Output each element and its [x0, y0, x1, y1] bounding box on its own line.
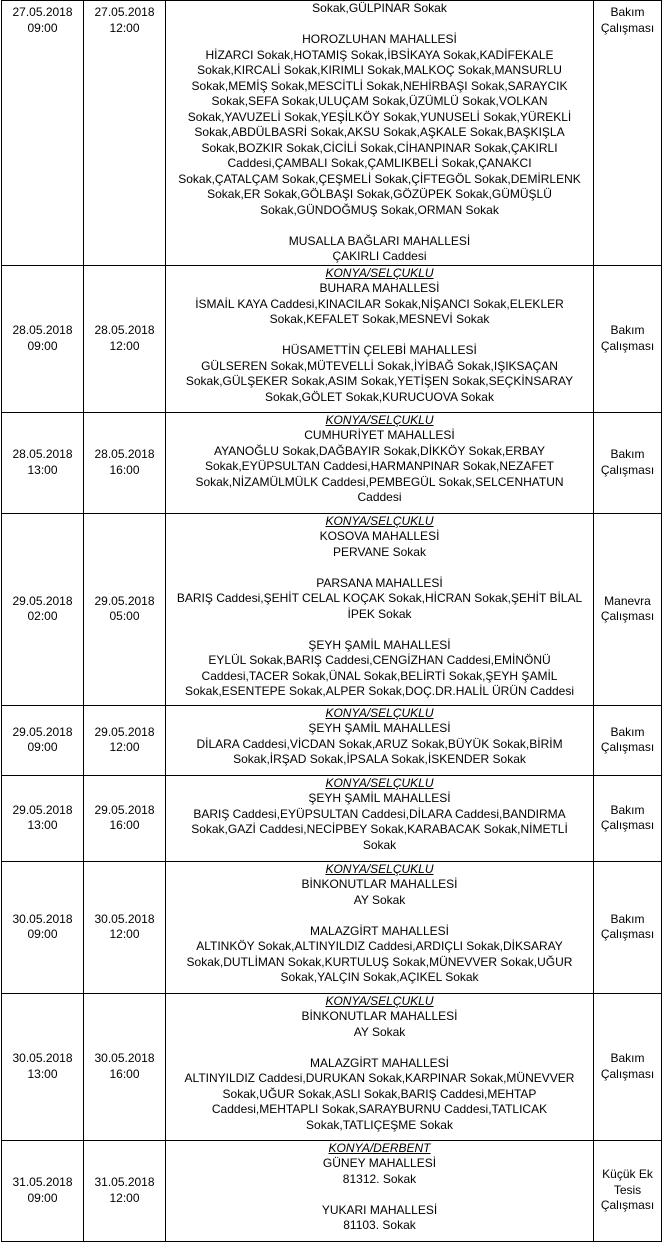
- start-cell: [2, 705, 84, 775]
- schedule-row: [2, 861, 662, 993]
- location-cell: [166, 513, 594, 705]
- work-type-cell: Bakım Çalışması: [594, 775, 662, 861]
- street-list-line: GÜLSEREN Sokak,MÜTEVELLİ Sokak,İYİBAĞ Sokak,IŞIKSAÇAN: [201, 358, 558, 373]
- neighborhood-name: ŞEYH ŞAMİL MAHALLESİ: [308, 637, 451, 652]
- street-list-line: Sokak,YAVUZELİ Sokak,YEŞİLKÖY Sokak,YUNUSELİ Sokak,YÜREKLİ: [187, 109, 572, 124]
- street-list-line: Caddesi,MEHTAPLI Sokak,SARAYBURNU Caddesi,TATLICAK: [211, 1102, 548, 1116]
- start-cell: [2, 412, 84, 513]
- start-cell: [2, 993, 84, 1140]
- location-cell: [166, 1140, 594, 1241]
- street-list-line: Sokak,KIRCALİ Sokak,KIRIMLI Sokak,MALKOÇ Sokak,MANSURLU: [197, 63, 562, 77]
- outage-schedule-table: [1, 0, 662, 1242]
- street-list-line: AYANOĞLU Sokak,DAĞBAYIR Sokak,DİKKÖY Sokak,ERBAY: [213, 443, 545, 458]
- neighborhood-name: YUKARI MAHALLESİ: [321, 1202, 438, 1217]
- neighborhood-name: HOROZLUHAN MAHALLESİ: [302, 32, 457, 46]
- start-cell-date: 30.05.2018: [12, 911, 73, 926]
- street-list-line: BARIŞ Caddesi,ŞEHİT CELAL KOÇAK Sokak,HİCRAN Sokak,ŞEHİT BİLAL: [176, 591, 583, 605]
- start-cell-date: 27.05.2018: [12, 5, 73, 19]
- street-list-line: Sokak,ÇATALÇAM Sokak,ÇEŞMELİ Sokak,ÇİFTEGÖL Sokak,DEMİRLENK: [178, 171, 581, 186]
- end-cell: [84, 1, 166, 266]
- street-list-line: AY Sokak: [353, 892, 406, 907]
- start-cell-time: 09:00: [27, 338, 58, 353]
- location-cell: [166, 265, 594, 412]
- street-list-line: Sokak,EYÜPSULTAN Caddesi,HARMANPINAR Sokak,NEZAFET: [205, 459, 554, 473]
- start-cell-time: 13:00: [27, 1066, 58, 1081]
- end-cell-time: 12:00: [109, 740, 140, 754]
- work-type-cell: Küçük Ek Tesis Çalışması: [594, 1140, 662, 1241]
- schedule-row: [2, 775, 662, 861]
- start-cell-date: 29.05.2018: [12, 724, 73, 739]
- start-cell-date: 29.05.2018: [12, 593, 73, 608]
- street-list-line: 81103. Sokak: [343, 1218, 416, 1232]
- start-cell-time: 09:00: [27, 740, 58, 754]
- end-cell-date: 29.05.2018: [94, 593, 155, 608]
- neighborhood-name: PARSANA MAHALLESİ: [316, 575, 443, 590]
- street-list-line: Caddesi,ÇAMBALI Sokak,ÇAMLIKBELİ Sokak,ÇANAKCI: [227, 156, 532, 170]
- end-cell: [84, 513, 166, 705]
- schedule-row: [2, 993, 662, 1140]
- end-cell: [84, 705, 166, 775]
- neighborhood-name: HÜSAMETTİN ÇELEBİ MAHALLESİ: [282, 343, 477, 357]
- location-cell: [166, 1, 594, 266]
- region-label: KONYA/SELÇUKLU: [325, 513, 434, 528]
- end-cell: [84, 993, 166, 1140]
- street-list-line: Sokak,YALÇIN Sokak,AÇIKEL Sokak: [280, 970, 479, 984]
- neighborhood-name: BİNKONUTLAR MAHALLESİ: [301, 1009, 458, 1023]
- spacer: [168, 560, 591, 576]
- end-cell: [84, 265, 166, 412]
- start-cell: [2, 861, 84, 993]
- spacer: [168, 908, 591, 924]
- schedule-row: [2, 1, 662, 266]
- end-cell-time: 16:00: [109, 818, 140, 832]
- street-list-line: ALTINKÖY Sokak,ALTINYILDIZ Caddesi,ARDIÇLI Sokak,DİKSARAY: [196, 939, 563, 953]
- street-list-line: Sokak,UĞUR Sokak,ASLI Sokak,BARIŞ Caddesi,MEHTAP: [222, 1086, 537, 1101]
- street-list-line: Sokak,GÖLET Sokak,KURUCUOVA Sokak: [265, 389, 494, 404]
- schedule-row: [2, 1140, 662, 1241]
- end-cell-time: 12:00: [109, 1190, 140, 1205]
- street-list-line: Sokak,GAZİ Caddesi,NECİPBEY Sokak,KARABACAK Sokak,NİMETLİ: [191, 822, 568, 836]
- end-cell: [84, 1140, 166, 1241]
- work-type-cell: Bakım Çalışması: [594, 1, 662, 266]
- neighborhood-name: KOSOVA MAHALLESİ: [319, 529, 440, 543]
- region-label: KONYA/DERBENT: [328, 1140, 431, 1155]
- neighborhood-name: MUSALLA BAĞLARI MAHALLESİ: [288, 233, 471, 248]
- street-list-line: Sokak,DUTLİMAN Sokak,KURTULUŞ Sokak,MÜNEVVER Sokak,UĞUR: [186, 954, 573, 969]
- start-cell: [2, 265, 84, 412]
- street-list-line: İPEK Sokak: [347, 606, 412, 621]
- end-cell-date: 27.05.2018: [94, 5, 155, 19]
- neighborhood-name: BİNKONUTLAR MAHALLESİ: [301, 877, 458, 891]
- spacer: [168, 328, 591, 344]
- work-type-cell: Bakım Çalışması: [594, 412, 662, 513]
- work-type-cell: Manevra Çalışması: [594, 513, 662, 705]
- spacer: [168, 1187, 591, 1203]
- street-list-line: Sokak,MEMİŞ Sokak,MESCİTLİ Sokak,NEHİRBAŞI Sokak,SARAYCIK: [191, 78, 568, 93]
- start-cell: [2, 775, 84, 861]
- street-list-line: Sokak,KEFALET Sokak,MESNEVİ Sokak: [269, 312, 490, 326]
- street-list-line: BARIŞ Caddesi,EYÜPSULTAN Caddesi,DİLARA Caddesi,BANDIRMA: [193, 806, 566, 821]
- neighborhood-name: ŞEYH ŞAMİL MAHALLESİ: [308, 791, 451, 805]
- end-cell: [84, 861, 166, 993]
- street-list-line: DİLARA Caddesi,VİCDAN Sokak,ARUZ Sokak,BÜYÜK Sokak,BİRİM: [196, 736, 563, 751]
- neighborhood-name: CUMHURİYET MAHALLESİ: [304, 428, 455, 442]
- street-list-line: HİZARCI Sokak,HOTAMIŞ Sokak,İBSİKAYA Sokak,KADİFEKALE: [205, 47, 554, 62]
- street-list-line: AY Sokak: [353, 1024, 406, 1039]
- street-list-line: Sokak,İRŞAD Sokak,İPSALA Sokak,İSKENDER Sokak: [233, 752, 526, 766]
- neighborhood-name: GÜNEY MAHALLESİ: [322, 1156, 437, 1170]
- start-cell-date: 28.05.2018: [12, 323, 73, 337]
- street-list-line: Sokak,NİZAMÜLMÜLK Caddesi,PEMBEGÜL Sokak,SELCENHATUN: [195, 474, 564, 489]
- street-list-line: Sokak: [362, 837, 397, 852]
- street-list-line: Sokak,GÜLŞEKER Sokak,ASIM Sokak,YETİŞEN Sokak,SEÇKİNSARAY: [185, 374, 574, 388]
- end-cell-date: 28.05.2018: [94, 447, 155, 461]
- location-cell: [166, 705, 594, 775]
- start-cell-time: 13:00: [27, 818, 58, 832]
- street-list-line: PERVANE Sokak: [333, 544, 426, 559]
- work-type-cell: Bakım Çalışması: [594, 265, 662, 412]
- start-cell-date: 30.05.2018: [12, 1051, 73, 1065]
- start-cell-time: 09:00: [27, 20, 58, 35]
- end-cell: [84, 412, 166, 513]
- region-label: KONYA/SELÇUKLU: [325, 705, 434, 720]
- start-cell-date: 31.05.2018: [12, 1175, 73, 1189]
- end-cell: [84, 775, 166, 861]
- schedule-row: [2, 513, 662, 705]
- street-list-line: ÇAKIRLI Caddesi: [332, 249, 427, 263]
- end-cell-time: 16:00: [109, 462, 140, 477]
- neighborhood-name: MALAZGİRT MAHALLESİ: [310, 923, 449, 938]
- start-cell-time: 09:00: [27, 927, 58, 941]
- street-list-line: Caddesi,TACER Sokak,ÜNAL Sokak,BELİRTİ Sokak,ŞEYH ŞAMİL: [201, 668, 558, 683]
- street-list-line: Sokak,SEFA Sokak,ULUÇAM Sokak,ÜZÜMLÜ Sokak,VOLKAN: [211, 94, 548, 108]
- work-type-cell: Bakım Çalışması: [594, 861, 662, 993]
- street-list-line: ALTINYILDIZ Caddesi,DURUKAN Sokak,KARPINAR Sokak,MÜNEVVER: [184, 1071, 575, 1085]
- street-list-line: Sokak,GÜLPINAR Sokak: [312, 1, 447, 15]
- end-cell-date: 30.05.2018: [94, 911, 155, 926]
- start-cell: [2, 1, 84, 266]
- spacer: [168, 622, 591, 638]
- location-cell: [166, 775, 594, 861]
- location-cell: [166, 993, 594, 1140]
- outage-schedule-body: [2, 1, 662, 1242]
- location-cell: [166, 412, 594, 513]
- street-list-line: EYLÜL Sokak,BARIŞ Caddesi,CENGİZHAN Caddesi,EMİNÖNÜ: [208, 653, 551, 667]
- street-list-line: Sokak,BOZKIR Sokak,CİCİLİ Sokak,CİHANPINAR Sokak,ÇAKIRLI: [201, 140, 558, 155]
- start-cell: [2, 513, 84, 705]
- street-list-line: 81312. Sokak: [342, 1171, 417, 1186]
- start-cell-date: 28.05.2018: [12, 447, 73, 461]
- start-cell-time: 09:00: [27, 1190, 58, 1205]
- end-cell-date: 28.05.2018: [94, 323, 155, 337]
- work-type-cell: Bakım Çalışması: [594, 993, 662, 1140]
- end-cell-time: 05:00: [109, 609, 140, 623]
- region-label: KONYA/SELÇUKLU: [325, 412, 434, 427]
- schedule-row: [2, 705, 662, 775]
- region-label: KONYA/SELÇUKLU: [325, 265, 434, 280]
- neighborhood-name: ŞEYH ŞAMİL MAHALLESİ: [308, 721, 451, 735]
- street-list-line: İSMAİL KAYA Caddesi,KINACILAR Sokak,NİŞANCI Sokak,ELEKLER: [195, 296, 564, 311]
- work-type-cell: Bakım Çalışması: [594, 705, 662, 775]
- end-cell-date: 30.05.2018: [94, 1051, 155, 1065]
- spacer: [168, 218, 591, 234]
- spacer: [168, 17, 591, 33]
- street-list-line: Sokak,GÜNDOĞMUŞ Sokak,ORMAN Sokak: [260, 202, 499, 217]
- street-list-line: Sokak,ER Sokak,GÖLBAŞI Sokak,GÖZÜPEK Sokak,GÜMÜŞLÜ: [207, 187, 552, 201]
- schedule-row: [2, 412, 662, 513]
- neighborhood-name: MALAZGİRT MAHALLESİ: [310, 1055, 449, 1070]
- neighborhood-name: BUHARA MAHALLESİ: [319, 281, 440, 295]
- street-list-line: Sokak,ABDÜLBASRİ Sokak,AKSU Sokak,AŞKALE Sokak,BAŞKIŞLA: [194, 125, 565, 139]
- street-list-line: Caddesi: [357, 490, 402, 504]
- schedule-row: [2, 265, 662, 412]
- start-cell: [2, 1140, 84, 1241]
- end-cell-time: 12:00: [109, 20, 140, 35]
- start-cell-time: 13:00: [27, 462, 58, 477]
- end-cell-time: 12:00: [109, 927, 140, 941]
- start-cell-date: 29.05.2018: [12, 802, 73, 817]
- end-cell-time: 12:00: [109, 338, 140, 353]
- start-cell-time: 02:00: [27, 609, 58, 623]
- end-cell-date: 31.05.2018: [94, 1175, 155, 1189]
- end-cell-date: 29.05.2018: [94, 802, 155, 817]
- region-label: KONYA/SELÇUKLU: [325, 775, 434, 790]
- street-list-line: Sokak,TATLIÇEŞME Sokak: [306, 1117, 453, 1132]
- location-cell: [166, 861, 594, 993]
- end-cell-date: 29.05.2018: [94, 724, 155, 739]
- spacer: [168, 1040, 591, 1056]
- region-label: KONYA/SELÇUKLU: [325, 861, 434, 876]
- street-list-line: Sokak,ESENTEPE Sokak,ALPER Sokak,DOÇ.DR.HALİL ÜRÜN Caddesi: [184, 684, 575, 698]
- region-label: KONYA/SELÇUKLU: [325, 993, 434, 1008]
- end-cell-time: 16:00: [109, 1066, 140, 1081]
